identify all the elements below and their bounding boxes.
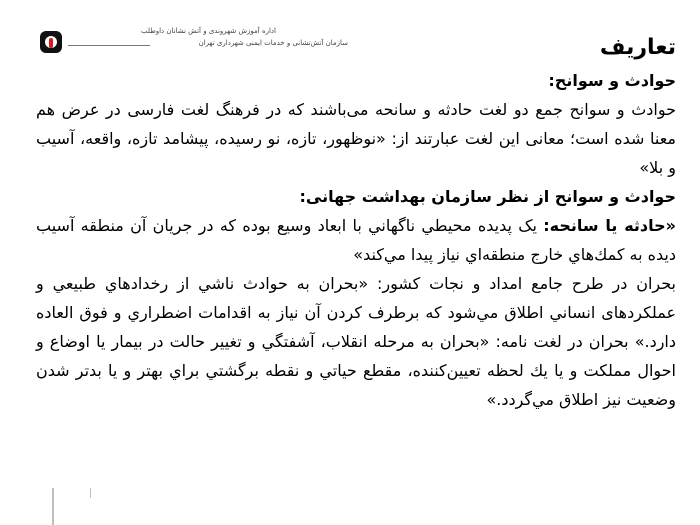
who-text: یک پديده محيطي ناگهاني با ابعاد وسيع بوده كه در جريان آن منطقه آسيب ديده به كمك‌هاي خارج منطقه‌اي نياز پيدا مي‌كند» [36,216,676,264]
heading-who-definition: حوادث و سوانح از نظر سازمان بهداشت جهانی: [299,187,676,206]
paragraph-definition: حوادث و سوانح جمع دو لغت حادثه و سانحه می‌باشند که در فرهنگ لغت فارسی در عرض هم معنا شده است؛ معانی این لغت عبارتند از: «نوظهور، تازه، نو رسیده، پیشامد تازه، واقعه، آسیب و بلا» [36,100,676,177]
paragraph-who [36,211,676,269]
org-name-line2: سازمان آتش‌نشانی و خدمات ایمنی شهرداری تهران [198,39,348,47]
content-column [36,30,676,414]
decorative-bar [52,488,54,525]
decorative-bar-small [90,488,91,498]
paragraph-crisis: بحران در طرح جامع امداد و نجات كشور: «بحران به حوادث ناشي از رخدادهاي طبيعي و عملكردهای انساني اطلاق مي‌شود كه برطرف كردن آن نياز به اقدامات اضطراري و فوق العاده دارد.» بحران در لغت نامه: «بحران به مرحله انقلاب، آشفتگي و تغيير حالت در بيمار يا اوضاع و احوال مملكت و يا يك لحظه تعيين‌کننده، مقطع حياتي و نقطه برگشتي براي بهتر و يا بدتر شدن وضعيت نيز اطلاق مي‌گردد.» [36,274,676,409]
org-name-line1: اداره آموزش شهروندی و آتش نشانان داوطلب [140,27,276,35]
page-title: تعاریف [599,35,676,60]
who-term: «حادثه يا سانحه: [543,216,676,235]
heading-disasters: حوادث و سوانح: [548,71,676,90]
